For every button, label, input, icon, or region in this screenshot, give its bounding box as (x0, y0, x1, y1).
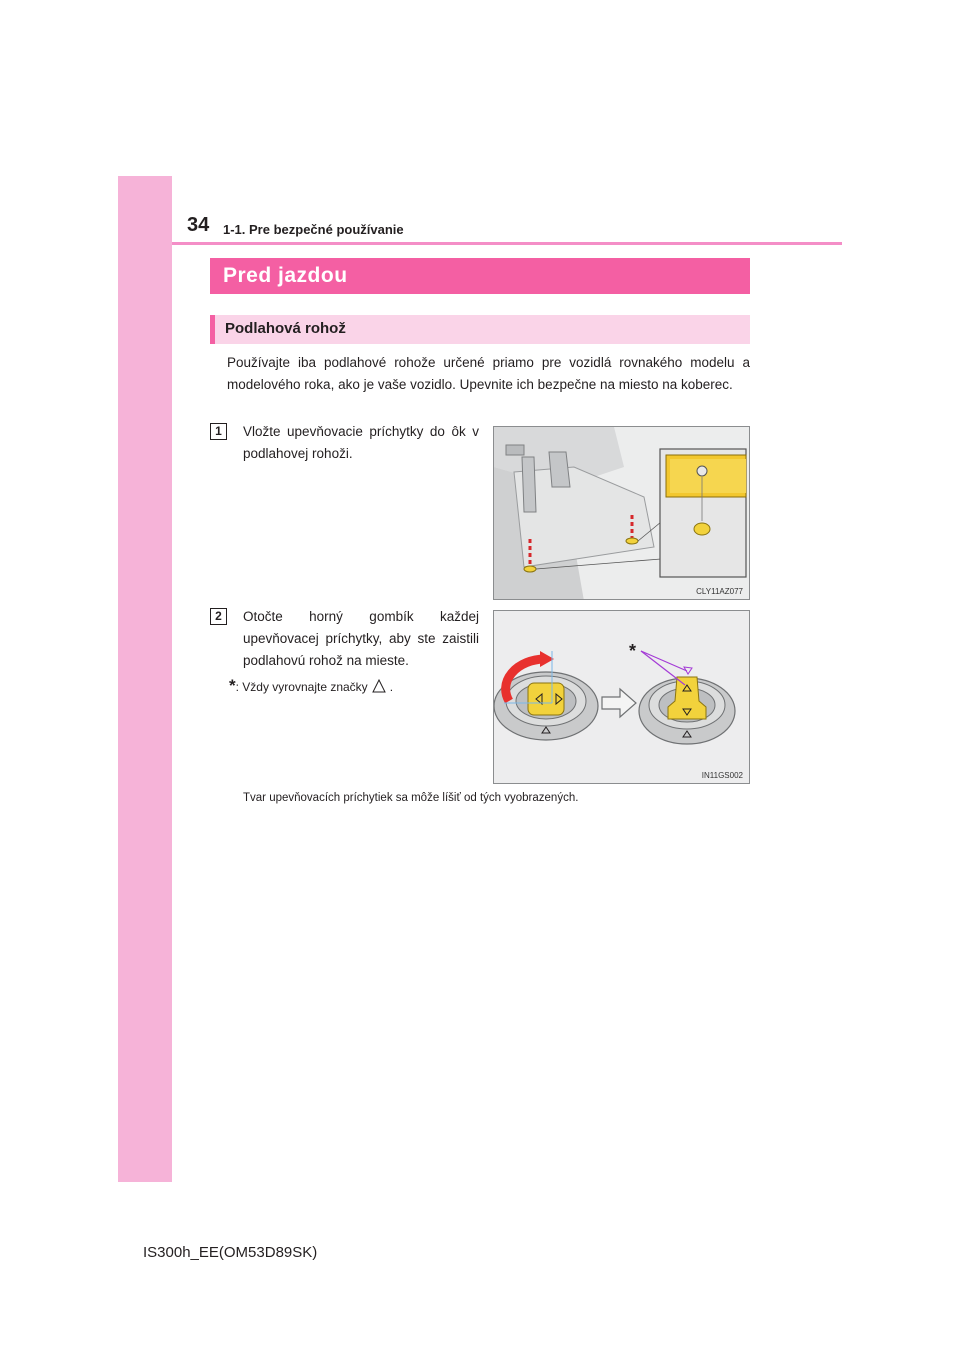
intro-paragraph: Používajte iba podlahové rohože určené priamo pre vozidlá rovnakého modelu a modelového roka, ako je vaše vozidlo. Upevnite ich bezpečne na miesto na koberec. (227, 355, 750, 392)
section-title: 1-1. Pre bezpečné používanie (223, 222, 404, 237)
step-1-text: Vložte upevňovacie príchytky do ôk v podlahovej rohoži. (243, 424, 479, 461)
sub-heading-bar (210, 315, 750, 344)
step-1-badge: 1 (210, 423, 227, 440)
footer-model-code: IS300h_EE(OM53D89SK) (143, 1244, 318, 1261)
figure-1-code: CLY11AZ077 (696, 587, 743, 596)
sub-heading: Podlahová rohož (225, 320, 346, 337)
step-2-text: Otočte horný gombík každej upevňovacej príchytky, aby ste zaistili podlahovú rohož na mieste. (243, 609, 479, 668)
triangle-mark-icon (372, 679, 386, 693)
footnote-text: Vždy vyrovnajte značky (242, 680, 368, 694)
main-heading-bar (210, 258, 750, 294)
footnote-marker: * (229, 676, 236, 695)
clip-rotation-illustration (493, 610, 750, 784)
floor-mat-illustration (493, 426, 750, 600)
header-divider (172, 242, 842, 245)
footnote: *: Vždy vyrovnajte značky . (229, 676, 394, 695)
figure-2-code: IN11GS002 (701, 771, 743, 780)
main-heading: Pred jazdou (223, 264, 348, 287)
floor-mat-drawing (494, 427, 750, 600)
shape-note: Tvar upevňovacích príchytiek sa môže líšiť od tých vyobrazených. (243, 792, 579, 804)
step-2-badge: 2 (210, 608, 227, 625)
footnote-suffix: . (389, 680, 394, 694)
page-number: 34 (187, 214, 210, 236)
side-tab-bar (118, 176, 172, 1182)
clip-rotation-drawing (494, 611, 750, 784)
figure-asterisk: * (629, 641, 637, 661)
